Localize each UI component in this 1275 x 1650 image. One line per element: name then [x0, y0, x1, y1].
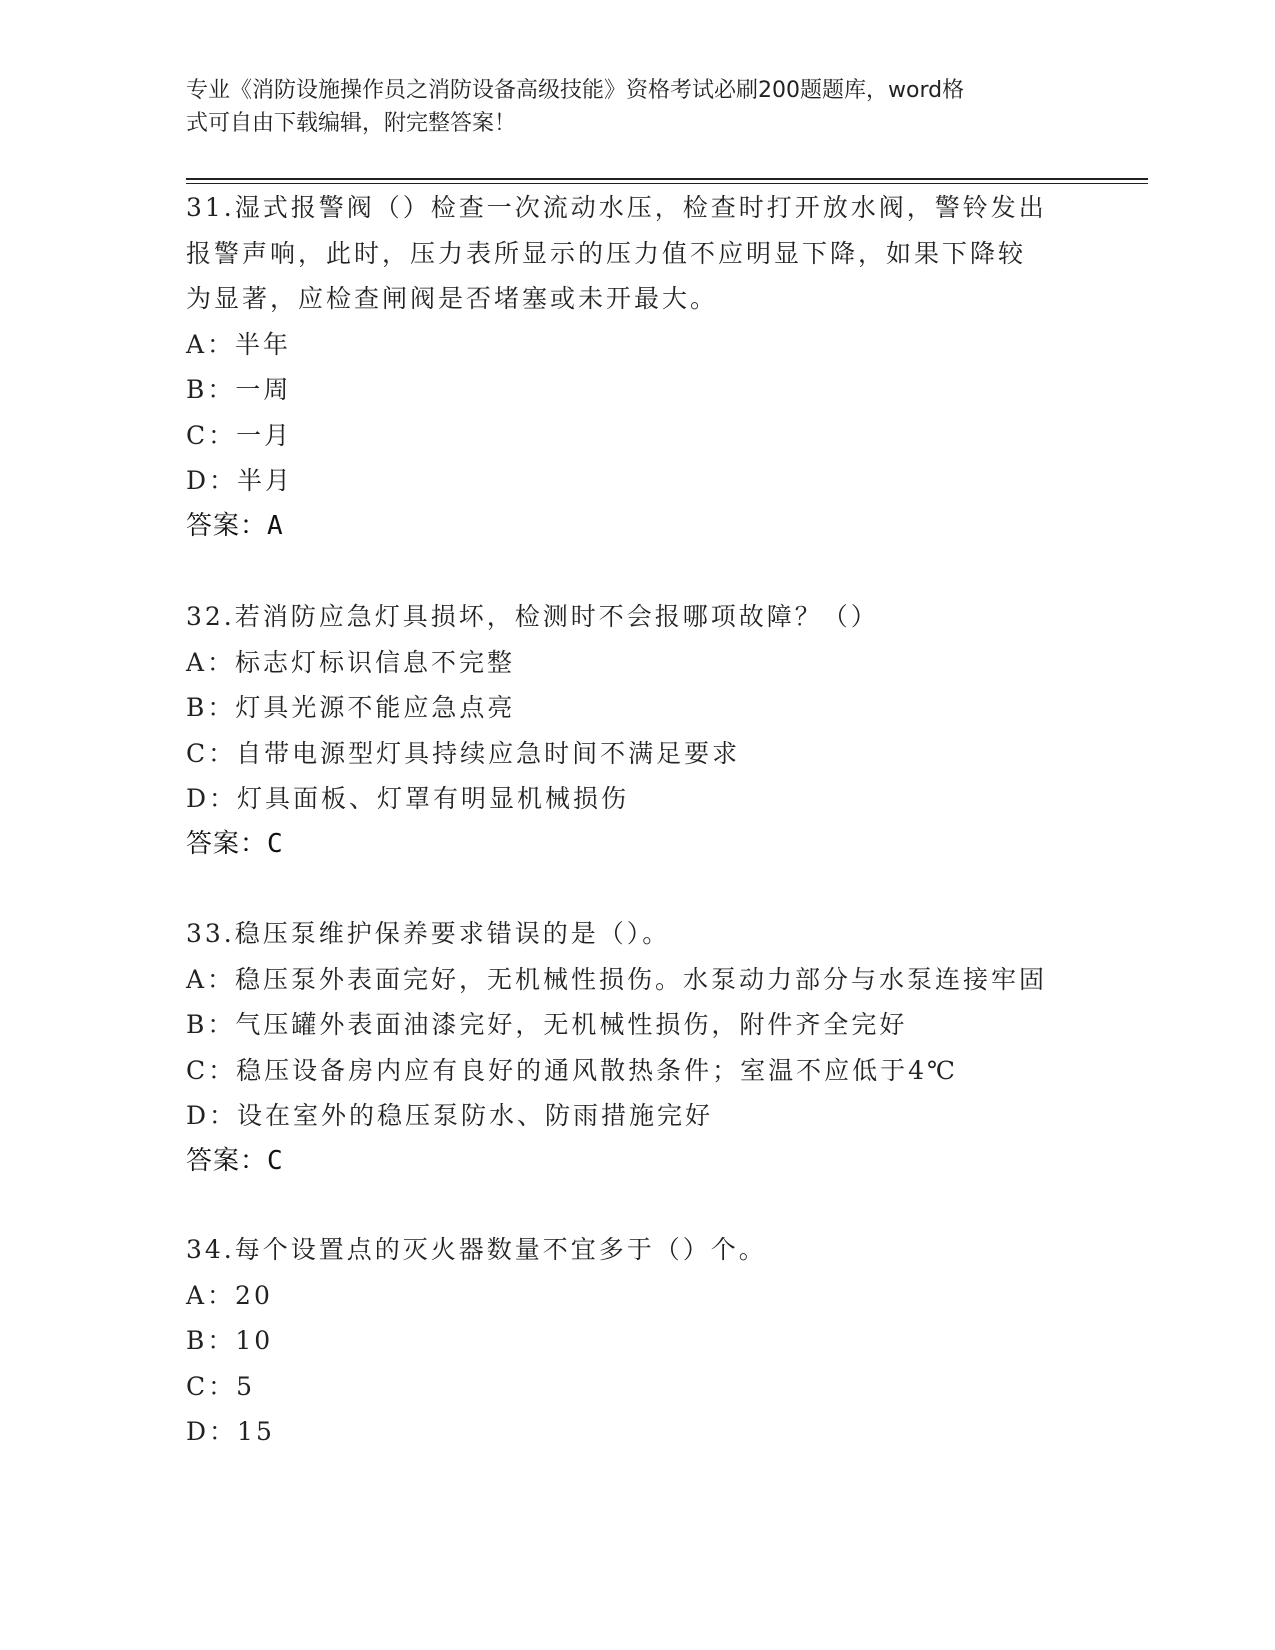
- answer-label: 答案：: [186, 1145, 268, 1176]
- option-b: B：气压罐外表面油漆完好，无机械性损伤，附件齐全完好: [186, 1010, 908, 1039]
- option-d: D：半月: [186, 466, 294, 495]
- question-stem-line: 报警声响，此时，压力表所显示的压力值不应明显下降，如果下降较: [186, 238, 1027, 268]
- answer-line: [186, 1139, 1086, 1185]
- document-header: [186, 74, 1086, 140]
- question-34: [186, 1227, 1086, 1455]
- option-b: B：10: [186, 1326, 274, 1355]
- option-d: D：15: [186, 1417, 275, 1446]
- answer-line: [186, 504, 1086, 550]
- question-stem-line: 为显著，应检查闸阀是否堵塞或未开最大。: [186, 284, 719, 313]
- question-stem-line: 32.若消防应急灯具损坏，检测时不会报哪项故障？（）: [186, 602, 879, 631]
- answer-label: 答案：: [186, 828, 268, 859]
- header-divider-thick: [186, 178, 1148, 180]
- question-33: [186, 911, 1086, 1184]
- answer-value: C: [267, 1145, 284, 1176]
- option-b: B：灯具光源不能应急点亮: [186, 693, 516, 722]
- option-a: A：标志灯标识信息不完整: [186, 647, 516, 677]
- header-divider-thin: [186, 183, 1148, 184]
- option-d: D：灯具面板、灯罩有明显机械损伤: [186, 784, 630, 813]
- header-title-line-2: 式可自由下载编辑，附完整答案！: [186, 111, 517, 136]
- option-a: A：稳压泵外表面完好，无机械性损伤。水泵动力部分与水泵连接牢固: [186, 964, 1048, 994]
- question-stem-line: 34.每个设置点的灭火器数量不宜多于（）个。: [186, 1235, 767, 1264]
- answer-label: 答案：: [186, 510, 268, 541]
- option-a: A：20: [186, 1280, 273, 1310]
- answer-value: C: [267, 828, 284, 859]
- option-c: C：稳压设备房内应有良好的通风散热条件；室温不应低于4℃: [186, 1055, 959, 1085]
- question-stem-line: 33.稳压泵维护保养要求错误的是（）。: [186, 919, 671, 948]
- header-title-line-1: 专业《消防设施操作员之消防设备高级技能》资格考试必刷200题题库，word格: [186, 78, 965, 103]
- option-b: B：一周: [186, 375, 292, 404]
- answer-line: [186, 822, 1086, 868]
- option-c: C：一月: [186, 420, 293, 450]
- option-d: D：设在室外的稳压泵防水、防雨措施完好: [186, 1101, 714, 1130]
- option-c: C：5: [186, 1371, 256, 1401]
- answer-value: A: [267, 510, 284, 541]
- question-32: [186, 594, 1086, 867]
- option-c: C：自带电源型灯具持续应急时间不满足要求: [186, 738, 741, 768]
- question-31: [186, 185, 1086, 549]
- option-a: A：半年: [186, 329, 292, 359]
- question-stem-line: 31.湿式报警阀（）检查一次流动水压，检查时打开放水阀，警铃发出: [186, 193, 1047, 222]
